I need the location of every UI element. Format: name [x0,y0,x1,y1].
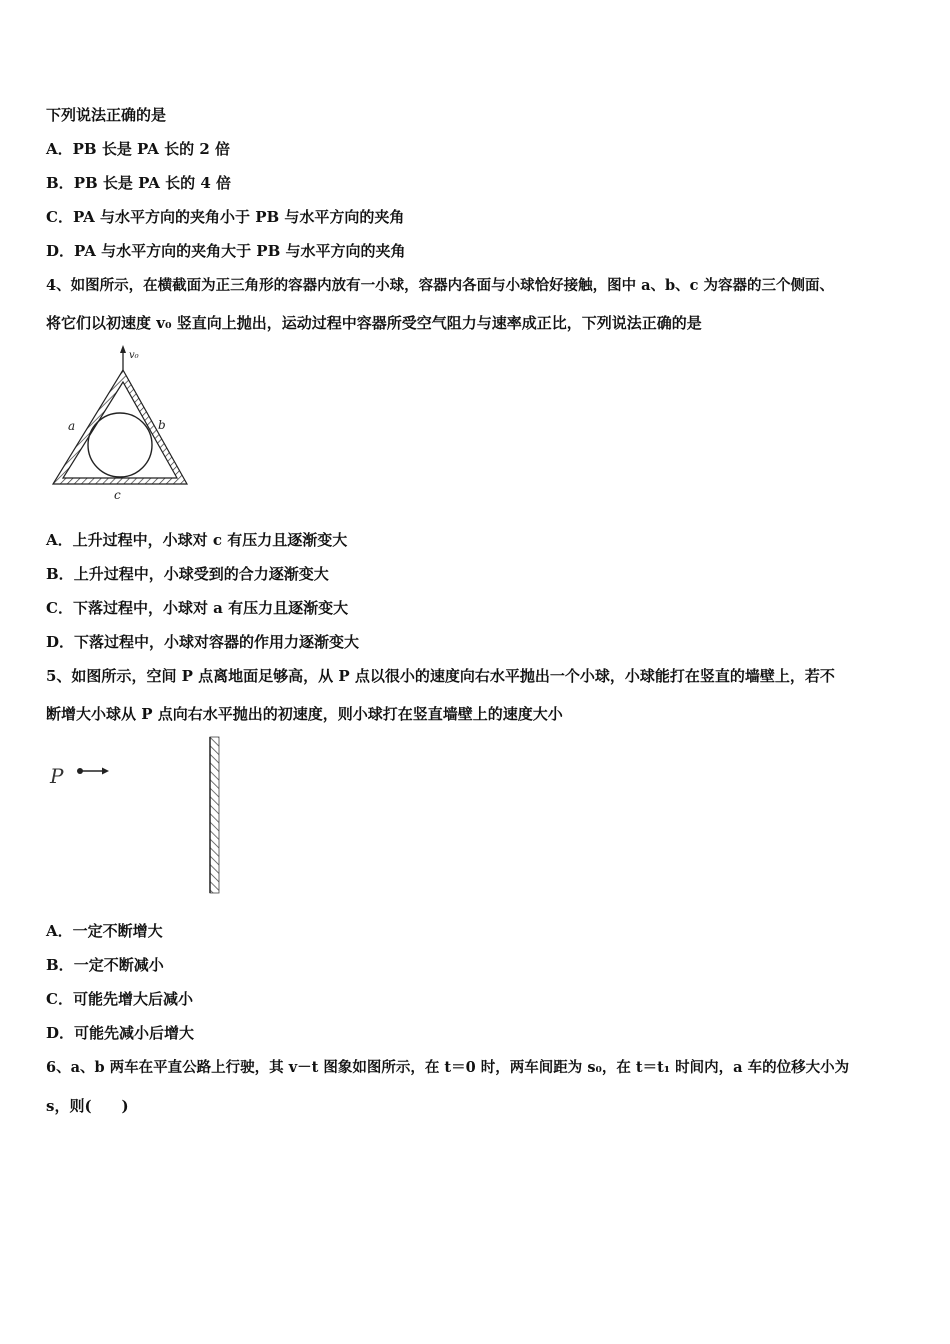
option-text: 一定不断减小 [73,956,164,974]
q4-option-b [46,563,329,584]
option-text: PB 长是 PA 长的 2 倍 [72,140,230,158]
side-a-label: a [68,419,76,433]
v0-label: v₀ [129,350,139,361]
q5-option-a [46,920,163,941]
q5-option-d [46,1022,194,1043]
option-letter: D． [46,633,75,651]
velocity-arrowhead [120,345,126,353]
option-letter: B． [46,956,74,974]
option-letter: A． [46,531,73,549]
q5-stem-line1: 5、如图所示，空间 P 点离地面足够高，从 P 点以很小的速度向右水平抛出一个小球，小球能打在竖直的墙壁上，若不 [46,667,835,685]
q4-stem-line1: 4、如图所示，在横截面为正三角形的容器内放有一小球，容器内各面与小球恰好接触，图中 a、b、c 为容器的三个侧面、 [46,277,835,294]
q3-stem: 下列说法正确的是 [46,106,167,124]
q5-option-b [46,954,164,975]
option-text: 一定不断增大 [72,922,163,940]
option-letter: B． [46,565,74,583]
q3-option-b [46,172,231,193]
option-text: PB 长是 PA 长的 4 倍 [73,174,232,192]
option-text: 下落过程中，小球对容器的作用力逐渐变大 [74,633,360,651]
option-text: 可能先减小后增大 [74,1024,195,1042]
option-text: 可能先增大后减小 [72,990,193,1008]
wall [210,737,219,893]
option-letter: C． [46,599,73,617]
option-letter: A． [46,922,73,940]
option-text: 上升过程中，小球对 c 有压力且逐渐变大 [72,531,348,549]
q6-stem-line2: s，则( ) [46,1097,129,1115]
velocity-arrowhead [102,768,109,775]
option-letter: B． [46,174,74,192]
q3-option-c [46,206,404,227]
option-text: 上升过程中，小球受到的合力逐渐变大 [73,565,329,583]
option-letter: C． [46,990,73,1008]
option-letter: C． [46,208,73,226]
option-letter: A． [46,140,73,158]
q3-option-d [46,240,405,261]
q3-option-a [46,138,230,159]
wall-projectile-figure [46,735,236,900]
side-b-label: b [158,418,166,432]
q5-option-c [46,988,193,1009]
option-text: 下落过程中，小球对 a 有压力且逐渐变大 [72,599,349,617]
q4-option-a [46,529,347,550]
q6-stem-line1: 6、a、b 两车在平直公路上行驶，其 v－t 图象如图所示，在 t＝0 时，两车间距为 s₀，在 t＝t₁ 时间内，a 车的位移大小为 [46,1059,850,1076]
q4-stem-line2: 将它们以初速度 v₀ 竖直向上抛出，运动过程中容器所受空气阻力与速率成正比，下列说法正确的是 [46,314,702,332]
q5-stem-line2: 断增大小球从 P 点向右水平抛出的初速度，则小球打在竖直墙壁上的速度大小 [46,705,563,723]
option-text: PA 与水平方向的夹角大于 PB 与水平方向的夹角 [74,242,406,260]
option-letter: D． [46,1024,75,1042]
option-text: PA 与水平方向的夹角小于 PB 与水平方向的夹角 [72,208,405,226]
q4-option-c [46,597,348,618]
point-p-label: P [50,764,64,788]
side-c-label: c [114,488,121,502]
option-letter: D． [46,242,75,260]
triangle-container-figure [46,342,216,502]
q4-option-d [46,631,359,652]
